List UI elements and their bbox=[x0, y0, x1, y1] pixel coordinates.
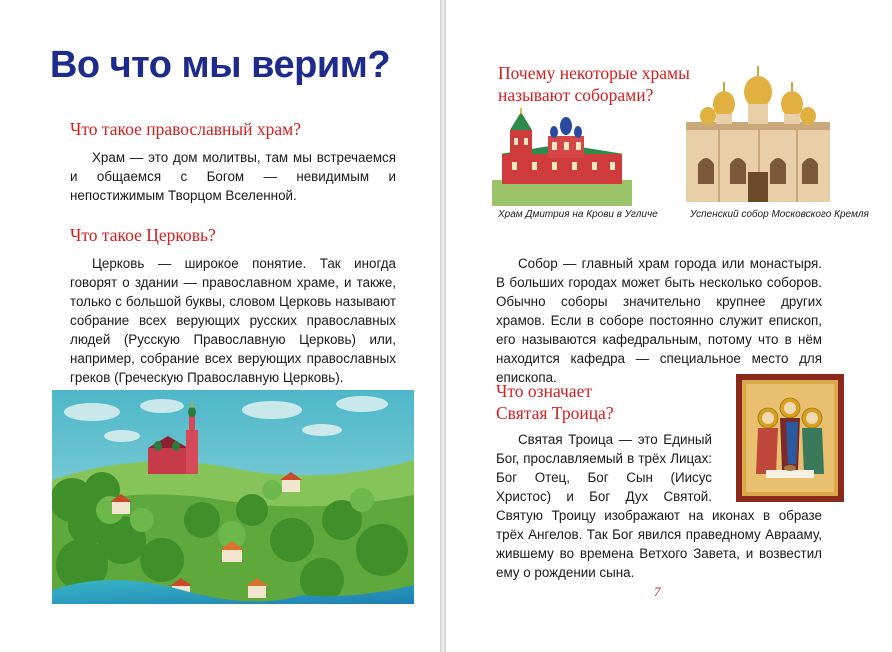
left-page bbox=[0, 0, 440, 652]
caption-uglich: Храм Дмитрия на Крови в Угличе bbox=[498, 209, 658, 220]
page-number: 7 bbox=[654, 584, 661, 599]
caption-assumption: Успенский собор Московского Кремля bbox=[690, 209, 869, 220]
assumption-cathedral-illustration bbox=[678, 64, 838, 206]
right-page bbox=[446, 0, 892, 652]
heading-church: Что такое Церковь? bbox=[70, 225, 216, 245]
paragraph-cathedral: Собор — главный храм города или монастыря. В больших городах может быть несколько соборов. Обычно соборы значительно крупнее других храмов. Если в соборе постоянно служит епископ, его называются кафедральным, потому что в нём находится кафедра — специальное место для епископа. bbox=[496, 256, 822, 385]
paragraph-temple: Храм — это дом молитвы, там мы встречаемся и общаемся с Богом — невидимым и непостижимым Творцом Вселенной. bbox=[70, 150, 396, 203]
trinity-text: Святая Троица — это Единый Бог, прославляемый в трёх Лицах: Бог Отец, Бог Сын (Иисус Христос) и Бог Дух Святой. Святую Троицу изображают на иконах в образе трёх Ангелов. Так Бог явился праведному Аврааму, жившему во времена Ветхого Завета, и возвестил ему о рождении сына. bbox=[496, 432, 822, 580]
church-uglich-illustration bbox=[492, 108, 632, 208]
page-title: Во что мы верим? bbox=[49, 44, 391, 86]
heading-temple: Что такое православный храм? bbox=[70, 119, 301, 139]
trinity-wrap-spacer bbox=[712, 430, 822, 502]
heading-cathedrals: Почему некоторые храмы называют соборами? bbox=[498, 63, 690, 105]
village-illustration bbox=[52, 390, 414, 604]
paragraph-trinity bbox=[496, 430, 822, 582]
heading-trinity: Что означает Святая Троица? bbox=[496, 381, 614, 423]
paragraph-church: Церковь — широкое понятие. Так иногда говорят о здании — православном храме, и также, только с большой буквы, словом Церковь называют собрание всех верующих русских православных людей (Русскую Православную Церковь) или, например, собрание всех верующих православных греков (Греческую Православную Церковь). bbox=[70, 256, 396, 385]
